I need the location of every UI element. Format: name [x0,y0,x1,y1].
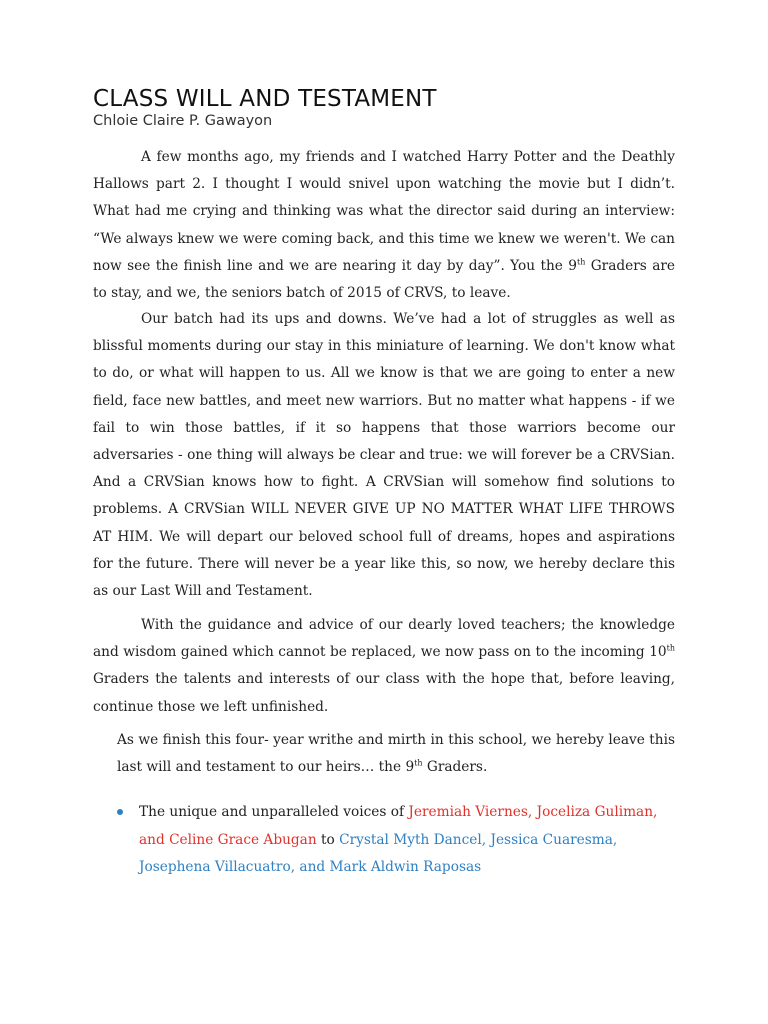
paragraph-3-superscript: th [666,643,675,653]
bullet-from-names: Jeremiah Viernes, Joceliza Guliman, and Celine Grace Abugan [139,804,658,848]
paragraph-1 [93,144,675,307]
document-author: Chloie Claire P. Gawayon [93,113,273,129]
bullet-text [139,799,677,882]
paragraph-1-superscript: th [576,257,586,267]
paragraph-1-text-b: Graders are to stay, and we, the seniors batch of 2015 of CRVS, to leave. [93,257,675,302]
paragraph-4 [117,727,675,781]
document-title: CLASS WILL AND TESTAMENT [93,86,437,112]
paragraph-1-text-a: A few months ago, my friends and I watched Harry Potter and the Deathly Hallows part 2. I thought I would snivel upon watching the movie but I didn’t. What had me crying and thinking was what the director said during an interview: “We always knew we were coming back, and this time we knew we weren't. We can now see the finish line and we are nearing it day by day”. You the 9 [93,149,675,274]
paragraph-4-text-b: Graders. [422,759,488,776]
bullet-list-item [117,799,677,882]
paragraph-3-text-b: Graders the talents and interests of our class with the hope that, before leaving, continue those we left unfinished. [93,671,675,715]
bullet-to-names: Crystal Myth Dancel, Jessica Cuaresma, Josephena Villacuatro, and Mark Aldwin Raposas [139,831,618,875]
paragraph-3-text-a: With the guidance and advice of our dearly loved teachers; the knowledge and wisdom gained which cannot be replaced, we now pass on to the incoming 10 [93,617,675,661]
bullet-intro: The unique and unparalleled voices of [139,804,409,820]
bullet-icon [117,809,123,815]
paragraph-2-text: Our batch had its ups and downs. We’ve had a lot of struggles as well as blissful moments during our stay in this miniature of learning. We don't know what to do, or what will happen to us. All we know is that we are going to enter a new field, face new battles, and meet new warriors. But no matter what happens - if we fail to win those battles, if it so happens that those warriors become our adversaries - one thing will always be clear and true: we will forever be a CRVSian. And a CRVSian knows how to fight. A CRVSian will somehow find solutions to problems. A CRVSian WILL NEVER GIVE UP NO MATTER WHAT LIFE THROWS AT HIM. We will depart our beloved school full of dreams, hopes and aspirations for the future. There will never be a year like this, so now, we hereby declare this as our Last Will and Testament. [93,311,675,600]
paragraph-4-text-a: As we finish this four- year writhe and mirth in this school, we hereby leave this last will and testament to our heirs… the 9 [117,732,675,776]
paragraph-2 [93,306,675,605]
paragraph-3 [93,612,675,721]
bullet-connector: to [316,831,340,848]
paragraph-4-superscript: th [414,758,423,768]
